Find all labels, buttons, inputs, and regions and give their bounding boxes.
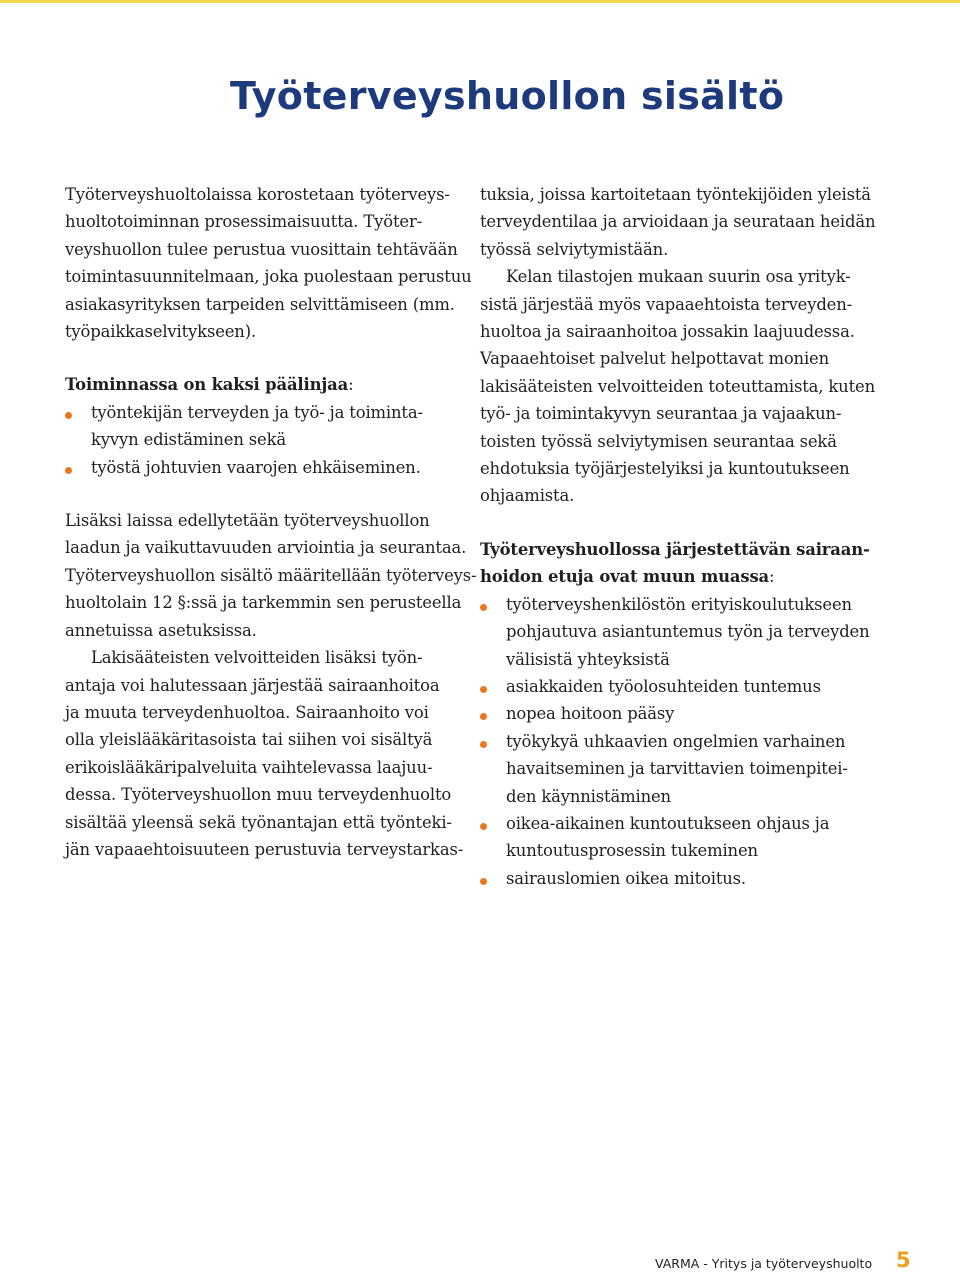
right-column <box>480 181 880 892</box>
text-line: toimintasuunnitelmaan, joka puolestaan perustuu <box>65 267 472 287</box>
text-line: den käynnistäminen <box>506 786 671 806</box>
footer-text: VARMA - Yritys ja työterveyshuolto <box>655 1256 873 1271</box>
text-line: olla yleislääkäritasoista tai siihen voi sisältyä <box>65 730 433 750</box>
text-line: Lakisääteisten velvoitteiden lisäksi työn- <box>91 648 423 668</box>
text-line: pohjautuva asiantuntemus työn ja terveyden <box>506 622 870 642</box>
text-line: huoltolain 12 §:ssä ja tarkemmin sen perusteella <box>65 593 462 613</box>
text-line: oikea-aikainen kuntoutukseen ohjaus ja <box>506 813 830 833</box>
page-number: 5 <box>896 1248 911 1272</box>
bullet-icon <box>480 604 487 611</box>
text-line: veyshuollon tulee perustua vuosittain tehtävään <box>65 239 458 259</box>
text-line: kuntoutusprosessin tukeminen <box>506 841 758 861</box>
voluntary-care-paragraph <box>65 644 464 863</box>
heading-line: hoidon etuja ovat muun muassa <box>480 567 770 587</box>
bullet-icon <box>65 467 72 474</box>
quality-paragraph <box>65 507 477 644</box>
bullet-icon <box>480 741 487 748</box>
bullet-icon <box>480 686 487 693</box>
text-line: huoltoa ja sairaanhoitoa jossakin laajuudessa. <box>480 322 855 342</box>
text-line: Lisäksi laissa edellytetään työterveyshuollon <box>65 511 430 531</box>
text-line: asiakkaiden työolosuhteiden tuntemus <box>506 676 821 696</box>
kela-paragraph <box>480 263 880 510</box>
text-line: nopea hoitoon pääsy <box>506 704 675 724</box>
text-line: Vapaaehtoiset palvelut helpottavat monien <box>480 349 830 369</box>
text-line: työterveyshenkilöstön erityiskoulutukseen <box>506 594 852 614</box>
list-item <box>65 454 460 481</box>
text-line: dessa. Työterveyshuollon muu terveydenhuolto <box>65 785 452 805</box>
bullet-icon <box>480 823 487 830</box>
bullet-icon <box>480 878 487 885</box>
list-item <box>65 399 460 454</box>
bullet-icon <box>65 412 72 419</box>
text-line: lakisääteisten velvoitteiden toteuttamista, kuten <box>480 376 875 396</box>
text-line: jän vapaaehtoisuuteen perustuvia terveystarkas- <box>65 839 464 859</box>
list-item <box>480 810 880 865</box>
text-line: terveydentilaa ja arvioidaan ja seurataan heidän <box>480 212 876 232</box>
intro-paragraph <box>65 181 472 345</box>
text-line: Työterveyshuoltolaissa korostetaan työterveys- <box>65 185 450 204</box>
text-line: Työterveyshuollon sisältö määritellään työterveys- <box>65 565 477 585</box>
text-line: ja muuta terveydenhuoltoa. Sairaanhoito voi <box>65 702 429 722</box>
top-rule <box>0 0 960 3</box>
text-line: asiakasyrityksen tarpeiden selvittämiseen (mm. <box>65 294 455 314</box>
text-line: huoltotoiminnan prosessimaisuutta. Työter- <box>65 212 423 232</box>
benefits-heading: Työterveyshuollossa järjestettävän sairaan- hoidon etuja ovat muun muassa: <box>480 536 880 591</box>
continued-paragraph <box>480 181 880 263</box>
list-item <box>480 591 880 673</box>
page-title: Työterveyshuollon sisältö <box>230 74 785 118</box>
text-line: ehdotuksia työjärjestelyiksi ja kuntoutukseen <box>480 459 850 479</box>
text-line: sistä järjestää myös vapaaehtoista terveyden- <box>480 294 853 314</box>
text-line: toisten työssä selviytymisen seurantaa sekä <box>480 431 837 451</box>
text-line: antaja voi halutessaan järjestää sairaanhoitoa <box>65 675 440 695</box>
text-line: havaitseminen ja tarvittavien toimenpitei- <box>506 759 848 779</box>
text-line: tuksia, joissa kartoitetaan työntekijöiden yleistä <box>480 185 871 204</box>
text-line: sisältää yleensä sekä työnantajan että työnteki- <box>65 812 452 832</box>
text-line: työ- ja toimintakyvyn seurantaa ja vajaakun- <box>480 404 842 424</box>
main-tasks-heading: Toiminnassa on kaksi päälinjaa: <box>65 375 354 395</box>
heading-line: Työterveyshuollossa järjestettävän sairaan- <box>480 539 870 559</box>
text-line: työntekijän terveyden ja työ- ja toiminta- <box>91 402 423 422</box>
text-line: sairauslomien oikea mitoitus. <box>506 868 746 888</box>
text-line: työpaikkaselvitykseen). <box>65 322 257 342</box>
text-line: kyvyn edistäminen sekä <box>91 430 287 450</box>
list-item <box>480 865 880 892</box>
list-item <box>480 673 880 700</box>
text-line: erikoislääkäripalveluita vaihtelevassa laajuu- <box>65 757 433 777</box>
text-line: annetuissa asetuksissa. <box>65 620 257 640</box>
text-line: ohjaamista. <box>480 486 575 506</box>
text-line: työkykyä uhkaavien ongelmien varhainen <box>506 731 846 751</box>
text-line: Kelan tilastojen mukaan suurin osa yrityk- <box>506 267 851 287</box>
text-line: työstä johtuvien vaarojen ehkäiseminen. <box>91 457 421 477</box>
list-item <box>480 700 880 727</box>
left-column <box>65 181 477 863</box>
text-line: työssä selviytymistään. <box>480 239 669 259</box>
text-line: laadun ja vaikuttavuuden arviointia ja seurantaa. <box>65 538 467 558</box>
list-item <box>480 728 880 810</box>
text-line: välisistä yhteyksistä <box>506 649 670 669</box>
